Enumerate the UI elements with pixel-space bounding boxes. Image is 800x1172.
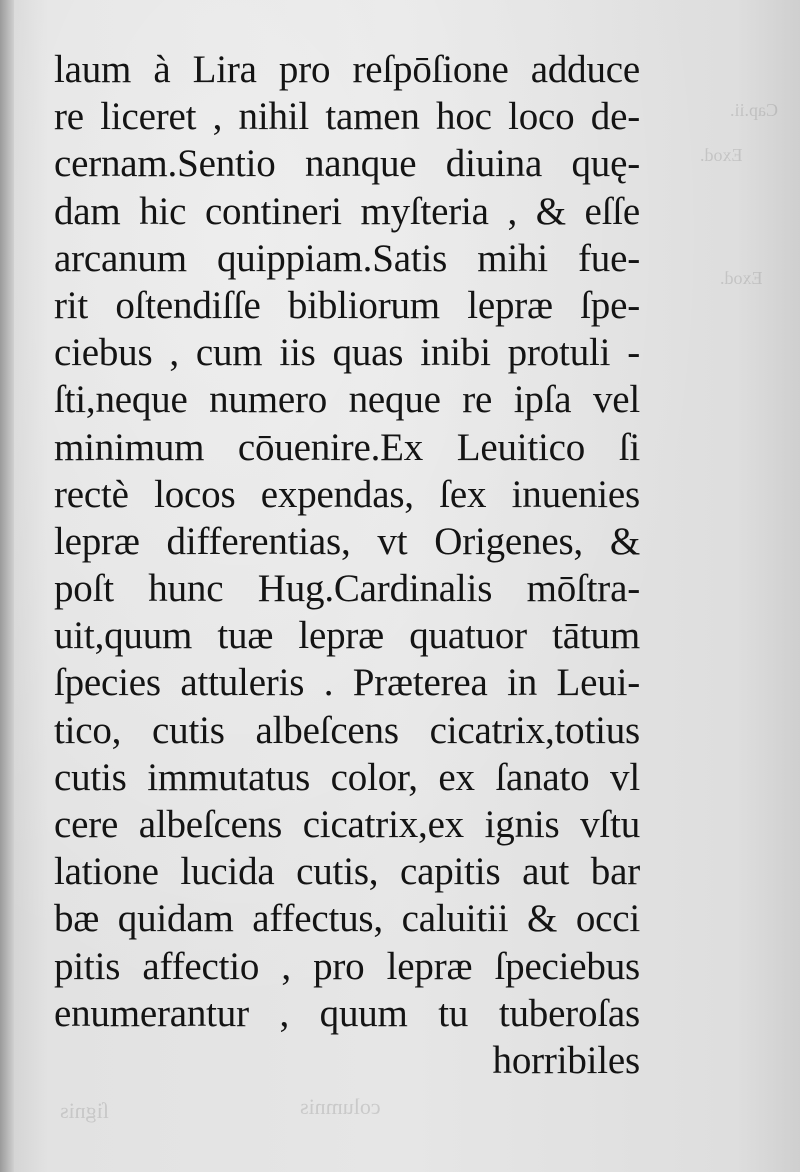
show-through-ink: Cap.ii.: [730, 100, 778, 120]
text-line: re liceret , nihil tamen hoc loco de-: [54, 95, 640, 139]
text-line: tico, cutis albeſcens cicatrix,totius: [54, 708, 640, 752]
text-line: bæ quidam affectus, caluitii & occi: [54, 897, 640, 941]
text-line: dam hic contineri myſteria , & eſſe: [54, 189, 640, 233]
text-line: cernam.Sentio nanque diuina quę-: [54, 142, 640, 186]
text-line: rectè locos expendas, ſex inuenies: [54, 472, 640, 516]
show-through-ink: Exod.: [720, 268, 763, 288]
text-line: ciebus , cum iis quas inibi protuli -: [54, 331, 640, 375]
text-line: ſpecies attuleris . Præterea in Leui-: [54, 661, 640, 705]
text-line: lepræ differentias, vt Origenes, &: [54, 519, 640, 563]
text-line: ſti,neque numero neque re ipſa vel: [54, 378, 640, 422]
page-gutter-shadow: [0, 0, 14, 1172]
text-line: cutis immutatus color, ex ſanato vl: [54, 755, 640, 799]
text-line: arcanum quippiam.Satis mihi fue-: [54, 236, 640, 280]
text-line: rit oſtendiſſe bibliorum lepræ ſpe-: [54, 283, 640, 327]
text-line: laum à Lira pro reſpōſione adduce: [54, 48, 640, 91]
text-line: minimum cōuenire.Ex Leuitico ſi: [54, 425, 640, 469]
text-line: enumerantur , quum tu tuberoſas: [54, 991, 640, 1035]
show-through-ink: columnis: [300, 1094, 381, 1119]
text-line: poſt hunc Hug.Cardinalis mōſtra-: [54, 567, 640, 611]
text-line: uit,quum tuæ lepræ quatuor tātum: [54, 614, 640, 658]
text-line: cere albeſcens cicatrix,ex ignis vſtu: [54, 803, 640, 846]
text-block: [54, 46, 640, 1084]
text-line: latione lucida cutis, capitis aut bar: [54, 850, 640, 894]
show-through-ink: ſignis: [60, 1098, 109, 1123]
text-line: pitis affectio , pro lepræ ſpeciebus: [54, 944, 640, 988]
catchword: horribiles: [492, 1038, 640, 1082]
show-through-ink: Exod.: [700, 145, 743, 165]
